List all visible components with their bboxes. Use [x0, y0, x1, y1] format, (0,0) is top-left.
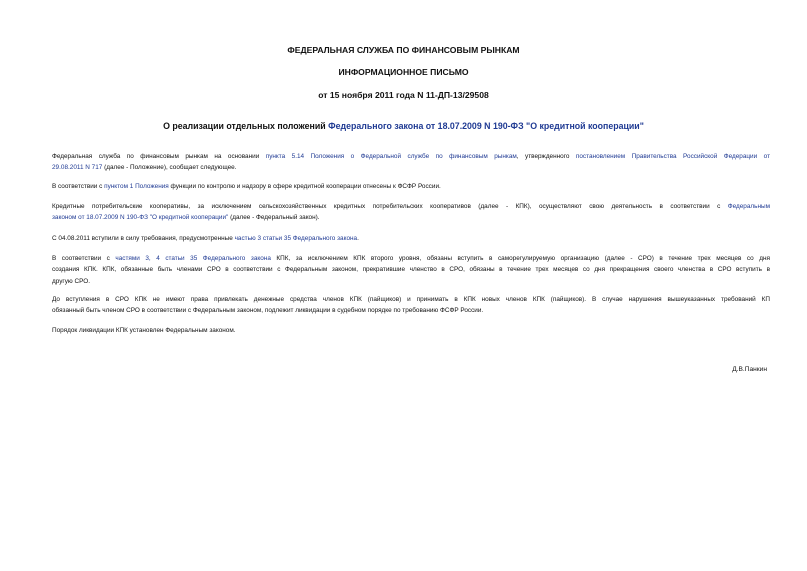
- article-35-parts-3-4-link[interactable]: частями 3, 4 статьи 35 Федерального закона: [115, 255, 271, 262]
- paragraph-7: [52, 325, 770, 336]
- federal-law-link-b[interactable]: законом от 18.07.2009 N 190-ФЗ "О кредитной кооперации": [52, 214, 229, 222]
- paragraph-1-text-c: (далее - Положение), сообщает следующее.: [102, 164, 237, 172]
- paragraph-4-text-a: С 04.08.2011 вступили в силу требования, предусмотренные: [52, 235, 235, 242]
- regulation-point-1-link[interactable]: пунктом 1 Положения: [104, 183, 169, 190]
- paragraph-5-text-a: В соответствии с: [52, 255, 116, 262]
- subject-law-link[interactable]: Федерального закона от 18.07.2009 N 190-ФЗ "О кредитной кооперации": [328, 121, 644, 131]
- paragraph-5: [52, 253, 770, 287]
- paragraph-1-line-2: [52, 162, 770, 173]
- regulation-point-link[interactable]: пункта 5.14 Положения о Федеральной службе по финансовым рынкам: [265, 153, 517, 160]
- paragraph-6-line-2: обязанный быть членом СРО в соответствии с Федеральным законом, подлежит ликвидации в судебном порядке по требованию ФСФР России.: [52, 307, 484, 315]
- paragraph-3-line-1: [52, 201, 770, 212]
- paragraph-5-line-2: создания КПК. КПК, обязанные быть членами СРО в соответствии с Федеральным законом, прекратившие членство в СРО, обязаны в течение трех месяцев со дня прекращения своего членства в СРО вступить в: [52, 266, 770, 274]
- paragraph-1-text-b: , утвержденного: [516, 153, 576, 160]
- paragraph-3-line-2: [52, 212, 770, 223]
- document-type: ИНФОРМАЦИОННОЕ ПИСЬМО: [338, 67, 469, 77]
- subject-prefix: О реализации отдельных положений: [163, 121, 329, 131]
- document-date-number: от 15 ноября 2011 года N 11-ДП-13/29508: [318, 90, 489, 100]
- document-subject: [0, 121, 807, 132]
- paragraph-1: [52, 151, 770, 174]
- paragraph-4: [52, 233, 770, 244]
- signature: Д.В.Панкин: [732, 366, 767, 373]
- article-35-part-3-link[interactable]: частью 3 статьи 35 Федерального закона: [234, 235, 358, 242]
- paragraph-1-line-1: [52, 151, 770, 162]
- paragraph-5-line-1: [52, 253, 770, 264]
- decree-date-link[interactable]: 29.08.2011 N 717: [52, 164, 103, 172]
- paragraph-4-line-1: [52, 233, 770, 244]
- paragraph-4-text-b: .: [357, 235, 359, 242]
- paragraph-6-line-1: До вступления в СРО КПК не имеют права привлекать денежные средства членов КПК (пайщиков) и принимать в КПК новых членов КПК (пайщиков). В случае нарушения вышеуказанных требований КП: [52, 296, 770, 303]
- paragraph-7-line-1: Порядок ликвидации КПК установлен Федеральным законом.: [52, 327, 236, 334]
- paragraph-3-text-a: Кредитные потребительские кооперативы, за исключением сельскохозяйственных кредитных потребительских кооперативов (далее - КПК), осуществляют свою деятельность в соответствии с: [52, 203, 728, 210]
- paragraph-3-text-b: (далее - Федеральный закон).: [228, 214, 320, 222]
- agency-title: ФЕДЕРАЛЬНАЯ СЛУЖБА ПО ФИНАНСОВЫМ РЫНКАМ: [287, 45, 520, 55]
- paragraph-1-text-a: Федеральная служба по финансовым рынкам на основании: [52, 153, 266, 160]
- paragraph-5-text-b: КПК, за исключением КПК второго уровня, обязаны вступить в саморегулируемую организацию (далее - СРО) в течение трех месяцев со дня: [270, 255, 770, 262]
- paragraph-2-line-1: [52, 181, 770, 192]
- paragraph-2: [52, 181, 770, 192]
- paragraph-2-text-b: функции по контролю и надзору в сфере кредитной кооперации отнесены к ФСФР России.: [168, 183, 441, 190]
- paragraph-2-text-a: В соответствии с: [52, 183, 105, 190]
- federal-law-link-a[interactable]: Федеральным: [727, 203, 770, 210]
- paragraph-6: [52, 294, 770, 317]
- government-decree-link[interactable]: постановлением Правительства Российской Федерации от: [575, 153, 770, 160]
- paragraph-5-line-3: другую СРО.: [52, 277, 90, 285]
- paragraph-3: [52, 201, 770, 224]
